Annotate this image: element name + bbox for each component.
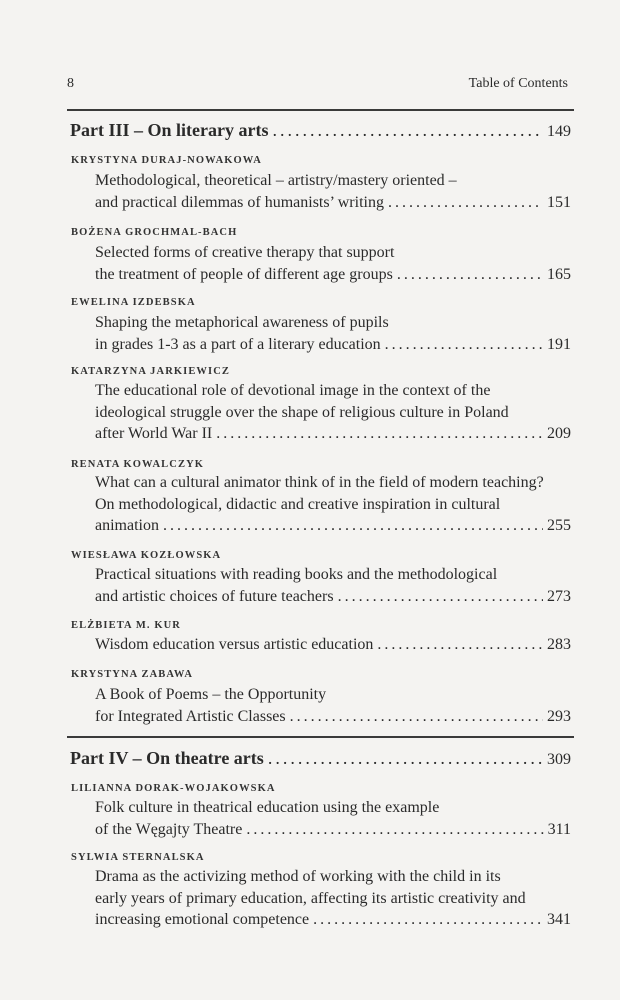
entry-page: 311 [547,820,571,838]
title-last-line [95,586,571,608]
title-last-line [95,634,571,656]
part-title: Part III – On literary arts [70,120,269,140]
title-line: and artistic choices of future teachers [95,587,334,605]
entry-title [95,684,571,727]
entry-title [95,380,571,445]
entry-title [95,866,571,931]
entry-title [95,564,571,607]
entry-author: KATARZYNA JARKIEWICZ [71,366,231,377]
title-line: What can a cultural animator think of in the field of modern teaching? [95,474,544,491]
entry-page: 191 [547,335,571,353]
running-header [67,76,568,92]
running-title: Table of Contents [468,76,568,91]
title-last-line [95,334,571,356]
entry-page: 151 [547,193,571,211]
dot-leader [268,748,543,769]
dot-leader [163,515,543,537]
entry-page: 255 [547,517,571,534]
title-last-line [95,706,571,728]
part-page: 149 [547,123,571,140]
title-line: after World War II [95,425,213,442]
dot-leader [385,334,543,356]
title-line: ideological struggle over the shape of religious culture in Poland [95,403,509,421]
entry-author: BOŻENA GROCHMAL-BACH [71,227,238,238]
title-line: Practical situations with reading books and the methodological [95,566,498,583]
title-line: Selected forms of creative therapy that support [95,244,395,261]
dot-leader [313,909,543,931]
dot-leader [246,819,543,841]
page-number: 8 [67,76,74,91]
title-line: increasing emotional competence [95,911,310,928]
title-line: Wisdom education versus artistic education [95,636,374,653]
entry-title [95,312,571,355]
dot-leader [272,120,543,141]
title-line: the treatment of people of different age groups [95,265,393,283]
entry-page: 293 [547,707,571,725]
title-last-line [95,264,571,286]
entry-author: SYLWIA STERNALSKA [71,852,205,863]
entry-author: EWELINA IZDEBSKA [71,297,196,308]
title-last-line [95,909,571,931]
entry-author: WIESŁAWA KOZŁOWSKA [71,550,222,561]
title-last-line [95,515,571,537]
part-heading [70,120,571,141]
title-line: and practical dilemmas of humanists’ writing [95,193,384,211]
dot-leader [338,586,543,608]
title-line: of the Węgajty Theatre [95,820,243,838]
title-last-line [95,819,571,841]
dot-leader [397,264,543,286]
entry-page: 209 [547,425,571,442]
entry-title [95,797,571,840]
entry-author: RENATA KOWALCZYK [71,459,205,470]
entry-author: ELŻBIETA M. KUR [71,620,181,631]
entry-title [95,634,571,656]
title-line: early years of primary education, affecting its artistic creativity and [95,889,526,907]
title-line: Shaping the metaphorical awareness of pupils [95,314,389,331]
entry-page: 341 [547,911,571,928]
title-line: Methodological, theoretical – artistry/mastery oriented – [95,172,457,189]
title-line: The educational role of devotional image in the context of the [95,382,491,399]
dot-leader [216,423,543,445]
entry-page: 165 [547,265,571,283]
entry-page: 283 [547,636,571,653]
entry-author: LILIANNA DORAK-WOJAKOWSKA [71,783,276,794]
entry-title [95,170,571,213]
entry-title [95,242,571,285]
title-last-line [95,192,571,214]
entry-title [95,472,571,537]
title-line: in grades 1-3 as a part of a literary education [95,335,381,353]
entry-author: KRYSTYNA DURAJ-NOWAKOWA [71,155,262,166]
title-line: for Integrated Artistic Classes [95,707,286,725]
dot-leader [290,706,543,728]
section-rule [67,109,574,111]
dot-leader [388,192,543,214]
dot-leader [377,634,543,656]
title-line: On methodological, didactic and creative inspiration in cultural [95,495,501,513]
section-rule [67,736,574,738]
title-last-line [95,423,571,445]
part-title: Part IV – On theatre arts [70,748,264,768]
entry-author: KRYSTYNA ZABAWA [71,669,194,680]
title-line: Drama as the activizing method of working with the child in its [95,868,501,885]
title-line: Folk culture in theatrical education using the example [95,799,440,816]
part-page: 309 [547,751,571,768]
title-line: animation [95,517,159,534]
title-line: A Book of Poems – the Opportunity [95,686,327,703]
part-heading [70,748,571,769]
entry-page: 273 [547,587,571,605]
